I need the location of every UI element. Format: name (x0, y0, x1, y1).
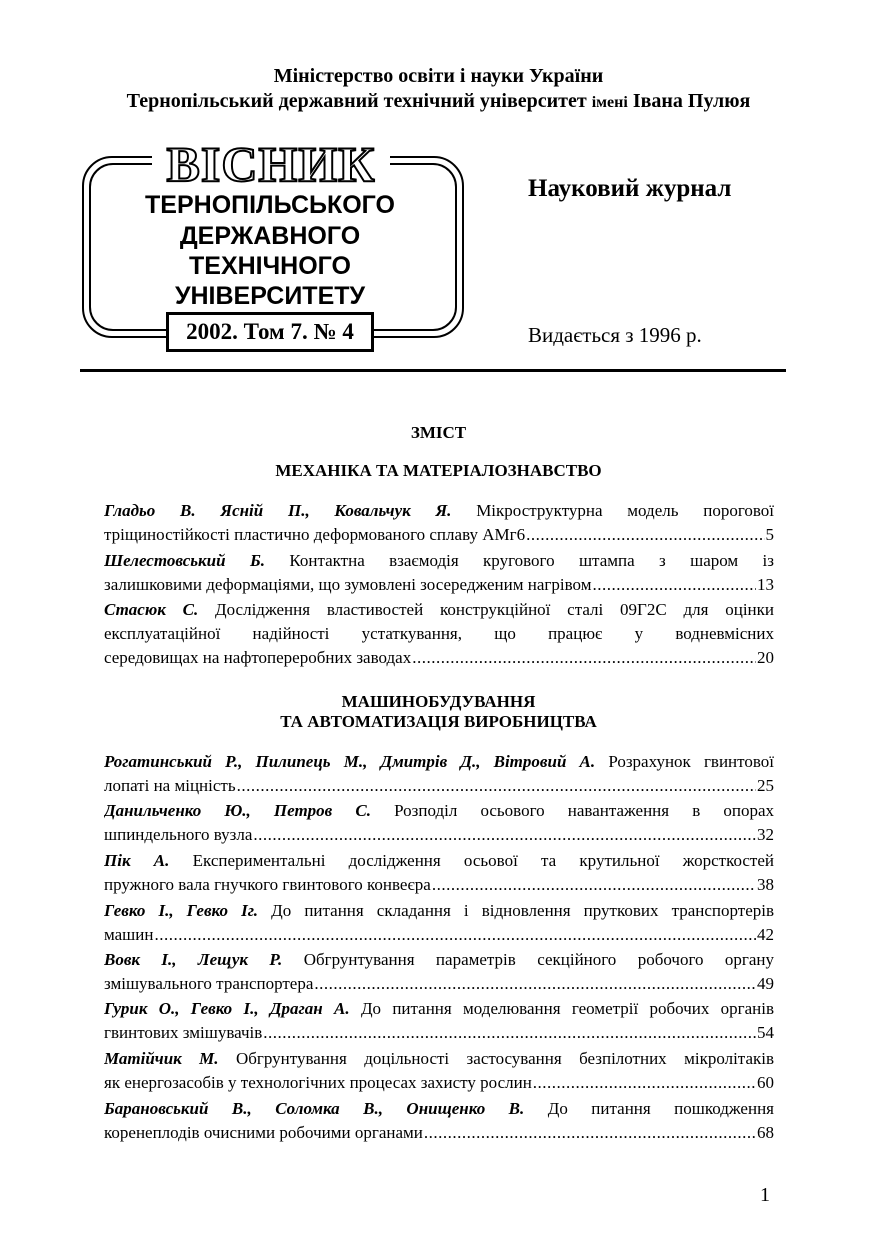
toc-entry-title: Експериментальні дослідження осьової та крутильної жорсткостей (192, 851, 774, 870)
toc-entry-page: 60 (757, 1073, 774, 1092)
section-title: МАШИНОБУДУВАННЯ (341, 692, 536, 711)
toc-entry-title: Дослідження властивостей конструкційної сталі 09Г2С для оцінки (215, 600, 774, 619)
toc-entry-first-line (104, 799, 774, 823)
university-imeni: імені (591, 94, 628, 111)
toc-entry-middle-line: експлуатаційної надійності устаткування, що працює у водневмісних (104, 624, 774, 643)
toc-entry-first-line (104, 899, 774, 923)
toc-entry-page: 54 (757, 1023, 774, 1042)
toc-entry-authors: Пік А. (104, 851, 170, 870)
toc-entry-first-line (104, 549, 774, 573)
toc-entry-last-line (104, 823, 774, 847)
toc-leader-dots (263, 1021, 756, 1045)
toc-entry-last-line (104, 774, 774, 798)
university-name: Тернопільський державний технічний університет (126, 90, 587, 112)
toc-entry[interactable] (104, 1047, 774, 1095)
toc-entry-title-end: як енергозасобів у технологічних процесах захисту рослин (104, 1073, 532, 1092)
toc-leader-dots (253, 823, 756, 847)
toc-entry-title: Розподіл осьового навантаження в опорах (394, 801, 774, 820)
toc-entry-title-end: гвинтових змішувачів (104, 1023, 263, 1042)
toc-entry-page: 32 (757, 825, 774, 844)
toc-entry-authors: Гурик О., Гевко І., Драган А. (104, 999, 350, 1018)
toc-entry-authors: Вовк І., Лещук Р. (104, 950, 283, 969)
masthead-title: ВІСНИК (166, 136, 376, 192)
toc-entry-first-line (104, 499, 774, 523)
toc-entry[interactable] (104, 948, 774, 996)
toc-entry[interactable] (104, 799, 774, 847)
header-divider (80, 369, 786, 372)
toc-entry-authors: Гевко І., Гевко Іг. (104, 901, 259, 920)
toc-entry-title-end: шпиндельного вузла (104, 825, 253, 844)
toc-entry-page: 5 (765, 525, 774, 544)
toc-entry-first-line (104, 750, 774, 774)
toc-leader-dots (314, 972, 756, 996)
contents-heading: ЗМІСТ (410, 423, 467, 442)
masthead-line-4: УНІВЕРСИТЕТУ (174, 282, 366, 310)
toc-entry-title-end: машин (104, 925, 154, 944)
toc-entry-last-line (104, 972, 774, 996)
toc-entry[interactable] (104, 849, 774, 897)
toc-entry-title-end: змішувального транспортера (104, 974, 314, 993)
toc-entry-page: 68 (757, 1123, 774, 1142)
toc-entry-title-end: коренеплодів очисними робочими органами (104, 1123, 423, 1142)
toc-entry-authors: Данильченко Ю., Петров С. (104, 801, 371, 820)
published-since: Видається з 1996 р. (528, 323, 702, 347)
toc-entry-title-end: пружного вала гнучкого гвинтового конвеєра (104, 875, 431, 894)
toc-entry-page: 25 (757, 776, 774, 795)
toc-entry[interactable] (104, 899, 774, 947)
toc-entry-authors: Стасюк С. (104, 600, 199, 619)
university-patron: Івана Пулюя (632, 90, 751, 112)
toc-entry-title: До питання пошкодження (547, 1099, 774, 1118)
toc-leader-dots (533, 1071, 756, 1095)
toc-leader-dots (237, 774, 756, 798)
toc-entry-title-end: залишковими деформаціями, що зумовлені зосередженим нагрівом (104, 575, 592, 594)
toc-entry-last-line (104, 646, 774, 670)
toc-entry[interactable] (104, 499, 774, 547)
ministry-line: Міністерство освіти і науки України (273, 65, 604, 87)
masthead-line-2: ДЕРЖАВНОГО (179, 222, 361, 250)
page-number: 1 (760, 1184, 770, 1206)
toc-entry[interactable] (104, 997, 774, 1045)
toc-entry-authors: Барановський В., Соломка В., Онищенко В. (104, 1099, 525, 1118)
toc-entry[interactable] (104, 549, 774, 597)
toc-entry-last-line (104, 523, 774, 547)
toc-leader-dots (412, 646, 756, 670)
toc-entry-first-line (104, 849, 774, 873)
toc-entry-title: Розрахунок гвинтової (608, 752, 774, 771)
toc-leader-dots (154, 923, 756, 947)
toc-entry-title: Мікроструктурна модель порогової (476, 501, 774, 520)
masthead-line-1: ТЕРНОПІЛЬСЬКОГО (145, 191, 395, 219)
toc-leader-dots (432, 873, 756, 897)
toc-entry-last-line (104, 1121, 774, 1145)
toc-entry-last-line (104, 923, 774, 947)
toc-entry-first-line (104, 1047, 774, 1071)
toc-entry-title-end: лопаті на міцність (104, 776, 236, 795)
toc-entry[interactable] (104, 598, 774, 670)
toc-leader-dots (526, 523, 764, 547)
toc-entry-page: 49 (757, 974, 774, 993)
toc-entry-authors: Рогатинський Р., Пилипець М., Дмитрів Д., Вітровий А. (104, 752, 596, 771)
issue-label: 2002. Том 7. № 4 (166, 312, 374, 352)
toc-entry-last-line (104, 873, 774, 897)
university-line (0, 89, 877, 115)
toc-entry[interactable] (104, 750, 774, 798)
toc-entry[interactable] (104, 1097, 774, 1145)
toc-entry-title-end: середовищах на нафтопереробних заводах (104, 648, 412, 667)
toc-entry-title-end: тріщиностійкості пластично деформованого сплаву АМг6 (104, 525, 526, 544)
toc-entry-title: Обгрунтування параметрів секційного робочого органу (303, 950, 774, 969)
journal-type: Науковий журнал (528, 175, 732, 202)
toc-entry-last-line (104, 1071, 774, 1095)
toc-entry-first-line (104, 598, 774, 622)
toc-entry-last-line (104, 573, 774, 597)
toc-entry-last-line (104, 1021, 774, 1045)
toc-leader-dots (592, 573, 756, 597)
toc-entry-title: Обгрунтування доцільності застосування безпілотних мікролітаків (235, 1049, 774, 1068)
toc-entry-authors: Матійчик М. (104, 1049, 219, 1068)
toc-entry-title: До питання складання і відновлення пруткових транспортерів (271, 901, 774, 920)
toc-entry-page: 13 (757, 575, 774, 594)
toc-entry-page: 42 (757, 925, 774, 944)
toc-entry-authors: Шелестовський Б. (104, 551, 265, 570)
toc-leader-dots (424, 1121, 756, 1145)
toc-entry-first-line (104, 997, 774, 1021)
masthead-line-3: ТЕХНІЧНОГО (189, 252, 351, 280)
toc-entry-title: Контактна взаємодія кругового штампа з шаром із (289, 551, 774, 570)
section-title: МЕХАНІКА ТА МАТЕРІАЛОЗНАВСТВО (275, 461, 602, 480)
toc-entry-first-line (104, 1097, 774, 1121)
toc-entry-page: 20 (757, 648, 774, 667)
toc-entry-title: До питання моделювання геометрії робочих органів (360, 999, 774, 1018)
toc-entry-first-line (104, 948, 774, 972)
masthead-title-box (152, 136, 390, 192)
section-title-line-2: ТА АВТОМАТИЗАЦІЯ ВИРОБНИЦТВА (280, 712, 597, 731)
toc-entry-page: 38 (757, 875, 774, 894)
toc-entry-authors: Гладьо В. Ясній П., Ковальчук Я. (104, 501, 452, 520)
